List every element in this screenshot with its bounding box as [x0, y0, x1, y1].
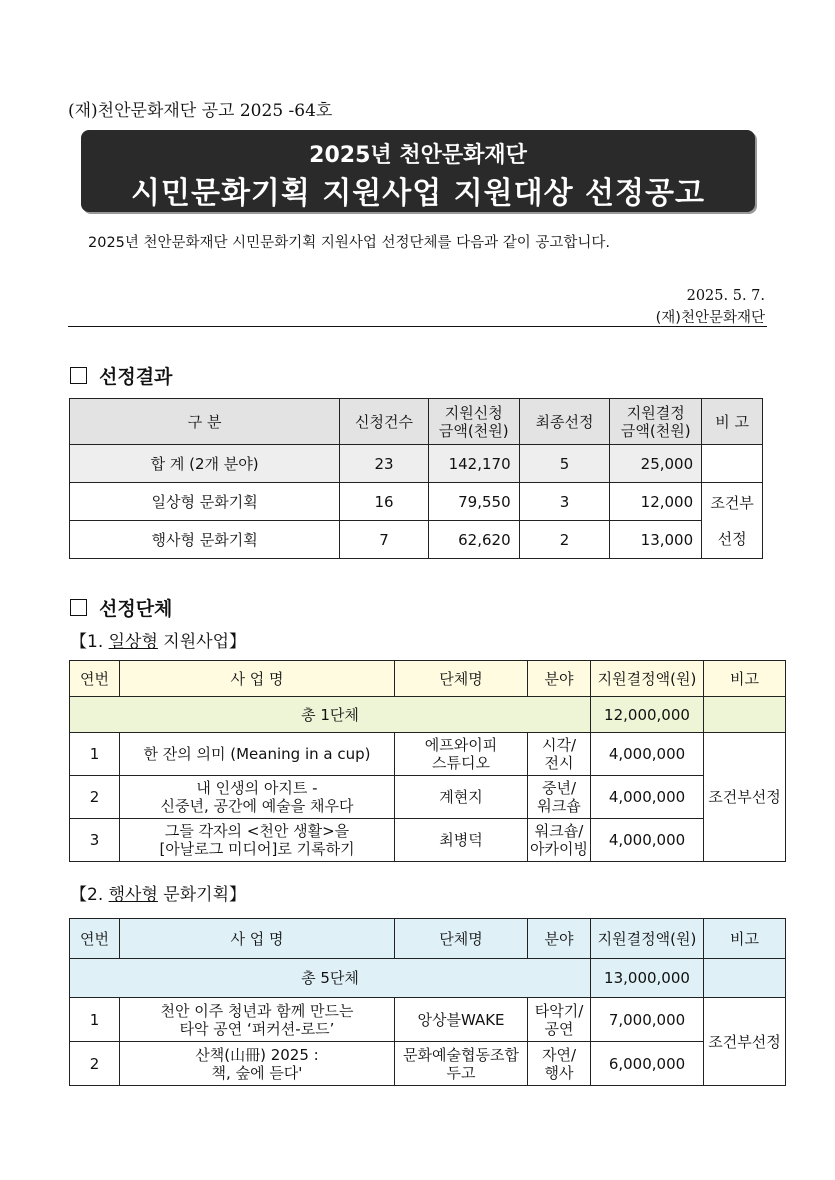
- total-remark-empty: [704, 697, 786, 733]
- header-request: 지원신청 금액(천원): [428, 399, 519, 445]
- table-header-row: [70, 919, 786, 959]
- row-group: 앙상블WAKE: [395, 998, 528, 1042]
- row-decided: 13,000: [610, 521, 702, 559]
- total-label: 총 1단체: [70, 697, 591, 733]
- intro-text: 2025년 천안문화재단 시민문화기획 지원사업 선정단체를 다음과 같이 공고합니다.: [88, 235, 610, 251]
- table-row: [70, 1042, 786, 1086]
- table-row: [70, 998, 786, 1042]
- row-field: 중년/ 워크숍: [528, 776, 591, 819]
- notice-org: (재)천안문화재단: [655, 310, 765, 326]
- row-group: 문화예술협동조합 두고: [395, 1042, 528, 1086]
- row-applications: 7: [340, 521, 429, 559]
- row-no: 1: [70, 998, 120, 1042]
- header-group: 단체명: [395, 919, 528, 959]
- row-project: 한 잔의 의미 (Meaning in a cup): [120, 733, 395, 776]
- header-category: 구 분: [70, 399, 340, 445]
- row-amount: 4,000,000: [591, 733, 704, 776]
- row-amount: 7,000,000: [591, 998, 704, 1042]
- checkbox-square-icon: [70, 599, 87, 616]
- daily-groups-table: [69, 660, 786, 862]
- row-remark: 조건부 선정: [702, 483, 763, 559]
- header-remark: 비고: [704, 661, 786, 697]
- header-group: 단체명: [395, 661, 528, 697]
- header-no: 연번: [70, 919, 120, 959]
- title-line1: 2025년 천안문화재단: [309, 143, 527, 168]
- title-banner: [81, 130, 755, 212]
- row-category: 합 계 (2개 분야): [70, 445, 340, 483]
- total-amount: 12,000,000: [591, 697, 704, 733]
- header-final: 최종선정: [519, 399, 610, 445]
- subheading-daily: 【1. 일상형 지원사업】: [70, 632, 246, 652]
- header-no: 연번: [70, 661, 120, 697]
- row-request: 62,620: [428, 521, 519, 559]
- row-no: 1: [70, 733, 120, 776]
- section-heading-results-label: 선정결과: [99, 366, 173, 388]
- row-decided: 12,000: [610, 483, 702, 521]
- subheading-event: 【2. 행사형 문화기획】: [70, 885, 246, 905]
- table-row: [70, 733, 786, 776]
- results-table: [69, 398, 763, 559]
- row-remark: 조건부선정: [704, 733, 786, 862]
- row-field: 자연/ 행사: [528, 1042, 591, 1086]
- row-project: 천안 이주 청년과 함께 만드는 타악 공연 ‘퍼커션-로드’: [120, 998, 395, 1042]
- row-project: 내 인생의 아지트 - 신중년, 공간에 예술을 채우다: [120, 776, 395, 819]
- row-final: 2: [519, 521, 610, 559]
- total-row: [70, 697, 786, 733]
- row-no: 2: [70, 1042, 120, 1086]
- total-label: 총 5단체: [70, 959, 591, 998]
- table-header-row: [70, 661, 786, 697]
- header-project: 사 업 명: [120, 919, 395, 959]
- table-row: [70, 819, 786, 862]
- row-no: 3: [70, 819, 120, 862]
- header-applications: 신청건수: [340, 399, 429, 445]
- row-amount: 4,000,000: [591, 819, 704, 862]
- total-remark-empty: [704, 959, 786, 998]
- row-applications: 16: [340, 483, 429, 521]
- table-header-row: [70, 399, 763, 445]
- event-groups-table: [69, 918, 786, 1086]
- table-row: [70, 776, 786, 819]
- row-no: 2: [70, 776, 120, 819]
- row-request: 142,170: [428, 445, 519, 483]
- row-project: 산책(山冊) 2025 : 책, 숲에 듣다': [120, 1042, 395, 1086]
- title-line2: 시민문화기획 지원사업 지원대상 선정공고: [131, 176, 705, 211]
- row-remark: 조건부선정: [704, 998, 786, 1086]
- row-decided: 25,000: [610, 445, 702, 483]
- section-heading-results: [70, 362, 172, 389]
- header-amount: 지원결정액(원): [591, 661, 704, 697]
- row-category: 일상형 문화기획: [70, 483, 340, 521]
- header-amount: 지원결정액(원): [591, 919, 704, 959]
- total-row: [70, 959, 786, 998]
- header-field: 분야: [528, 661, 591, 697]
- checkbox-square-icon: [70, 367, 87, 384]
- header-remark: 비고: [704, 919, 786, 959]
- total-amount: 13,000,000: [591, 959, 704, 998]
- table-row: [70, 445, 763, 483]
- notice-number: (재)천안문화재단 공고 2025 -64호: [68, 101, 333, 121]
- header-field: 분야: [528, 919, 591, 959]
- row-project: 그들 각자의 <천안 생활>을 [아날로그 미디어]로 기록하기: [120, 819, 395, 862]
- row-group: 최병덕: [395, 819, 528, 862]
- row-group: 계현지: [395, 776, 528, 819]
- row-group: 에프와이피 스튜디오: [395, 733, 528, 776]
- row-amount: 6,000,000: [591, 1042, 704, 1086]
- section-heading-groups-label: 선정단체: [99, 598, 173, 620]
- row-remark-empty: [702, 445, 763, 483]
- table-row: [70, 483, 763, 521]
- row-category: 행사형 문화기획: [70, 521, 340, 559]
- header-decided: 지원결정 금액(천원): [610, 399, 702, 445]
- row-final: 5: [519, 445, 610, 483]
- row-field: 워크숍/ 아카이빙: [528, 819, 591, 862]
- section-heading-groups: [70, 594, 172, 621]
- header-project: 사 업 명: [120, 661, 395, 697]
- header-remark: 비 고: [702, 399, 763, 445]
- table-row: [70, 521, 763, 559]
- divider: [68, 326, 767, 327]
- row-field: 타악기/ 공연: [528, 998, 591, 1042]
- row-final: 3: [519, 483, 610, 521]
- row-amount: 4,000,000: [591, 776, 704, 819]
- notice-date: 2025. 5. 7.: [686, 288, 765, 304]
- row-request: 79,550: [428, 483, 519, 521]
- row-applications: 23: [340, 445, 429, 483]
- row-field: 시각/ 전시: [528, 733, 591, 776]
